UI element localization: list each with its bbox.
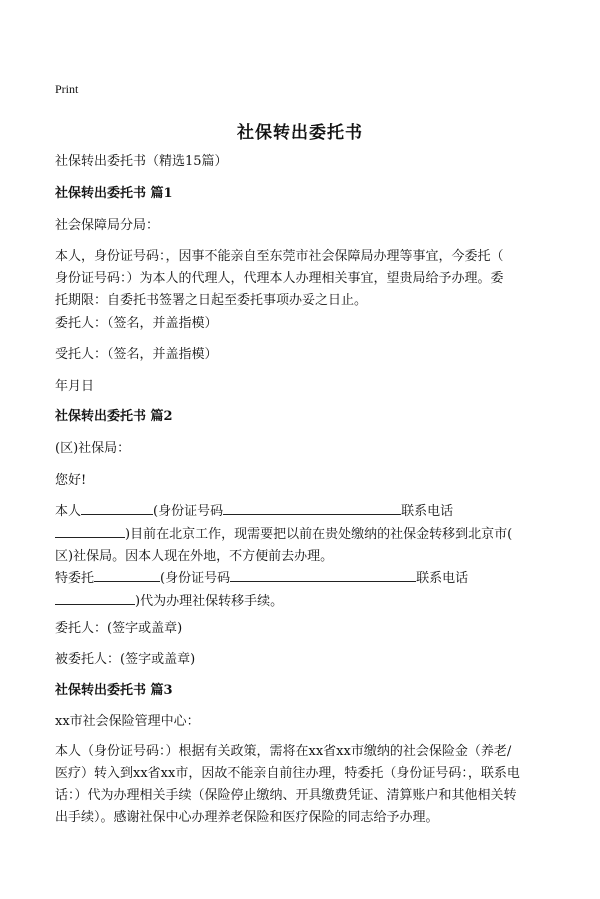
sec1-date: 年月日 xyxy=(55,379,95,394)
sec3-body-line: 医疗）转入到xx省xx市，因故不能亲自前往办理，特委托（身份证号码：，联系电 xyxy=(55,766,520,781)
sec3-body xyxy=(55,741,555,829)
section-heading-1: 社保转出委托书 篇1 xyxy=(55,186,173,201)
sec1-addressee: 社会保障局分局： xyxy=(55,218,160,233)
sec2-addressee: (区)社保局： xyxy=(55,441,131,456)
sec1-principal: 委托人：（签名，并盖指模） xyxy=(55,316,218,331)
sec2-paragraph-2 xyxy=(55,567,555,613)
sec2-p2-text: 特委托 xyxy=(55,571,95,586)
section-heading-3: 社保转出委托书 篇3 xyxy=(55,683,173,698)
sec2-p1-line xyxy=(55,523,555,546)
blank-line xyxy=(81,500,153,515)
sec2-paragraph-1 xyxy=(55,500,555,568)
sec2-p1-line xyxy=(55,500,555,523)
document-subtitle: 社保转出委托书（精选15篇） xyxy=(55,154,228,169)
sec2-p2-text: (身份证号码 xyxy=(160,571,231,586)
sec2-p2-line xyxy=(55,567,555,590)
sec2-p1-line: 区)社保局。因本人现在外地，不方便前去办理。 xyxy=(55,549,334,564)
sec2-p2-text: 联系电话 xyxy=(416,571,469,586)
sec3-body-line: 话：）代为办理相关手续（保险停止缴纳、开具缴费凭证、清算账户和其他相关转 xyxy=(55,788,517,803)
blank-line xyxy=(55,523,125,538)
sec2-p1-text: 本人 xyxy=(55,504,82,519)
sec3-body-line: 本人（身份证号码：）根据有关政策，需将在xx省xx市缴纳的社会保险金（养老/ xyxy=(55,744,512,759)
sec1-body xyxy=(55,246,555,312)
page-title: 社保转出委托书 xyxy=(237,123,363,143)
sec2-agent: 被委托人：(签字或盖章) xyxy=(55,652,196,667)
sec2-p1-text: )目前在北京工作，现需要把以前在贵处缴纳的社保金转移到北京市( xyxy=(125,527,513,542)
blank-line xyxy=(230,567,416,582)
sec3-body-line: 出手续）。感谢社保中心办理养老保险和医疗保险的同志给予办理。 xyxy=(55,810,439,825)
sec1-agent: 受托人：（签名，并盖指模） xyxy=(55,347,218,362)
section-heading-2: 社保转出委托书 篇2 xyxy=(55,409,173,424)
sec2-p2-line xyxy=(55,590,555,613)
sec1-body-line: 本人，身份证号码：，因事不能亲自至东莞市社会保障局办理等事宜，今委托（ xyxy=(55,249,504,264)
sec2-principal: 委托人：(签字或盖章) xyxy=(55,621,183,636)
sec1-body-line: 托期限：自委托书签署之日起至委托事项办妥之日止。 xyxy=(55,293,368,308)
sec2-p2-text: )代为办理社保转移手续。 xyxy=(135,594,284,609)
print-label: Print xyxy=(55,82,79,96)
sec2-greeting: 您好! xyxy=(55,473,87,488)
sec2-p1-text: 联系电话 xyxy=(401,504,454,519)
sec3-addressee: xx市社会保险管理中心： xyxy=(55,714,200,729)
blank-line xyxy=(223,500,401,515)
blank-line xyxy=(55,590,135,605)
sec1-body-line: 身份证号码：）为本人的代理人，代理本人办理相关事宜，望贵局给予办理。委 xyxy=(55,271,504,286)
sec2-p1-text: (身份证号码 xyxy=(153,504,224,519)
blank-line xyxy=(94,567,160,582)
